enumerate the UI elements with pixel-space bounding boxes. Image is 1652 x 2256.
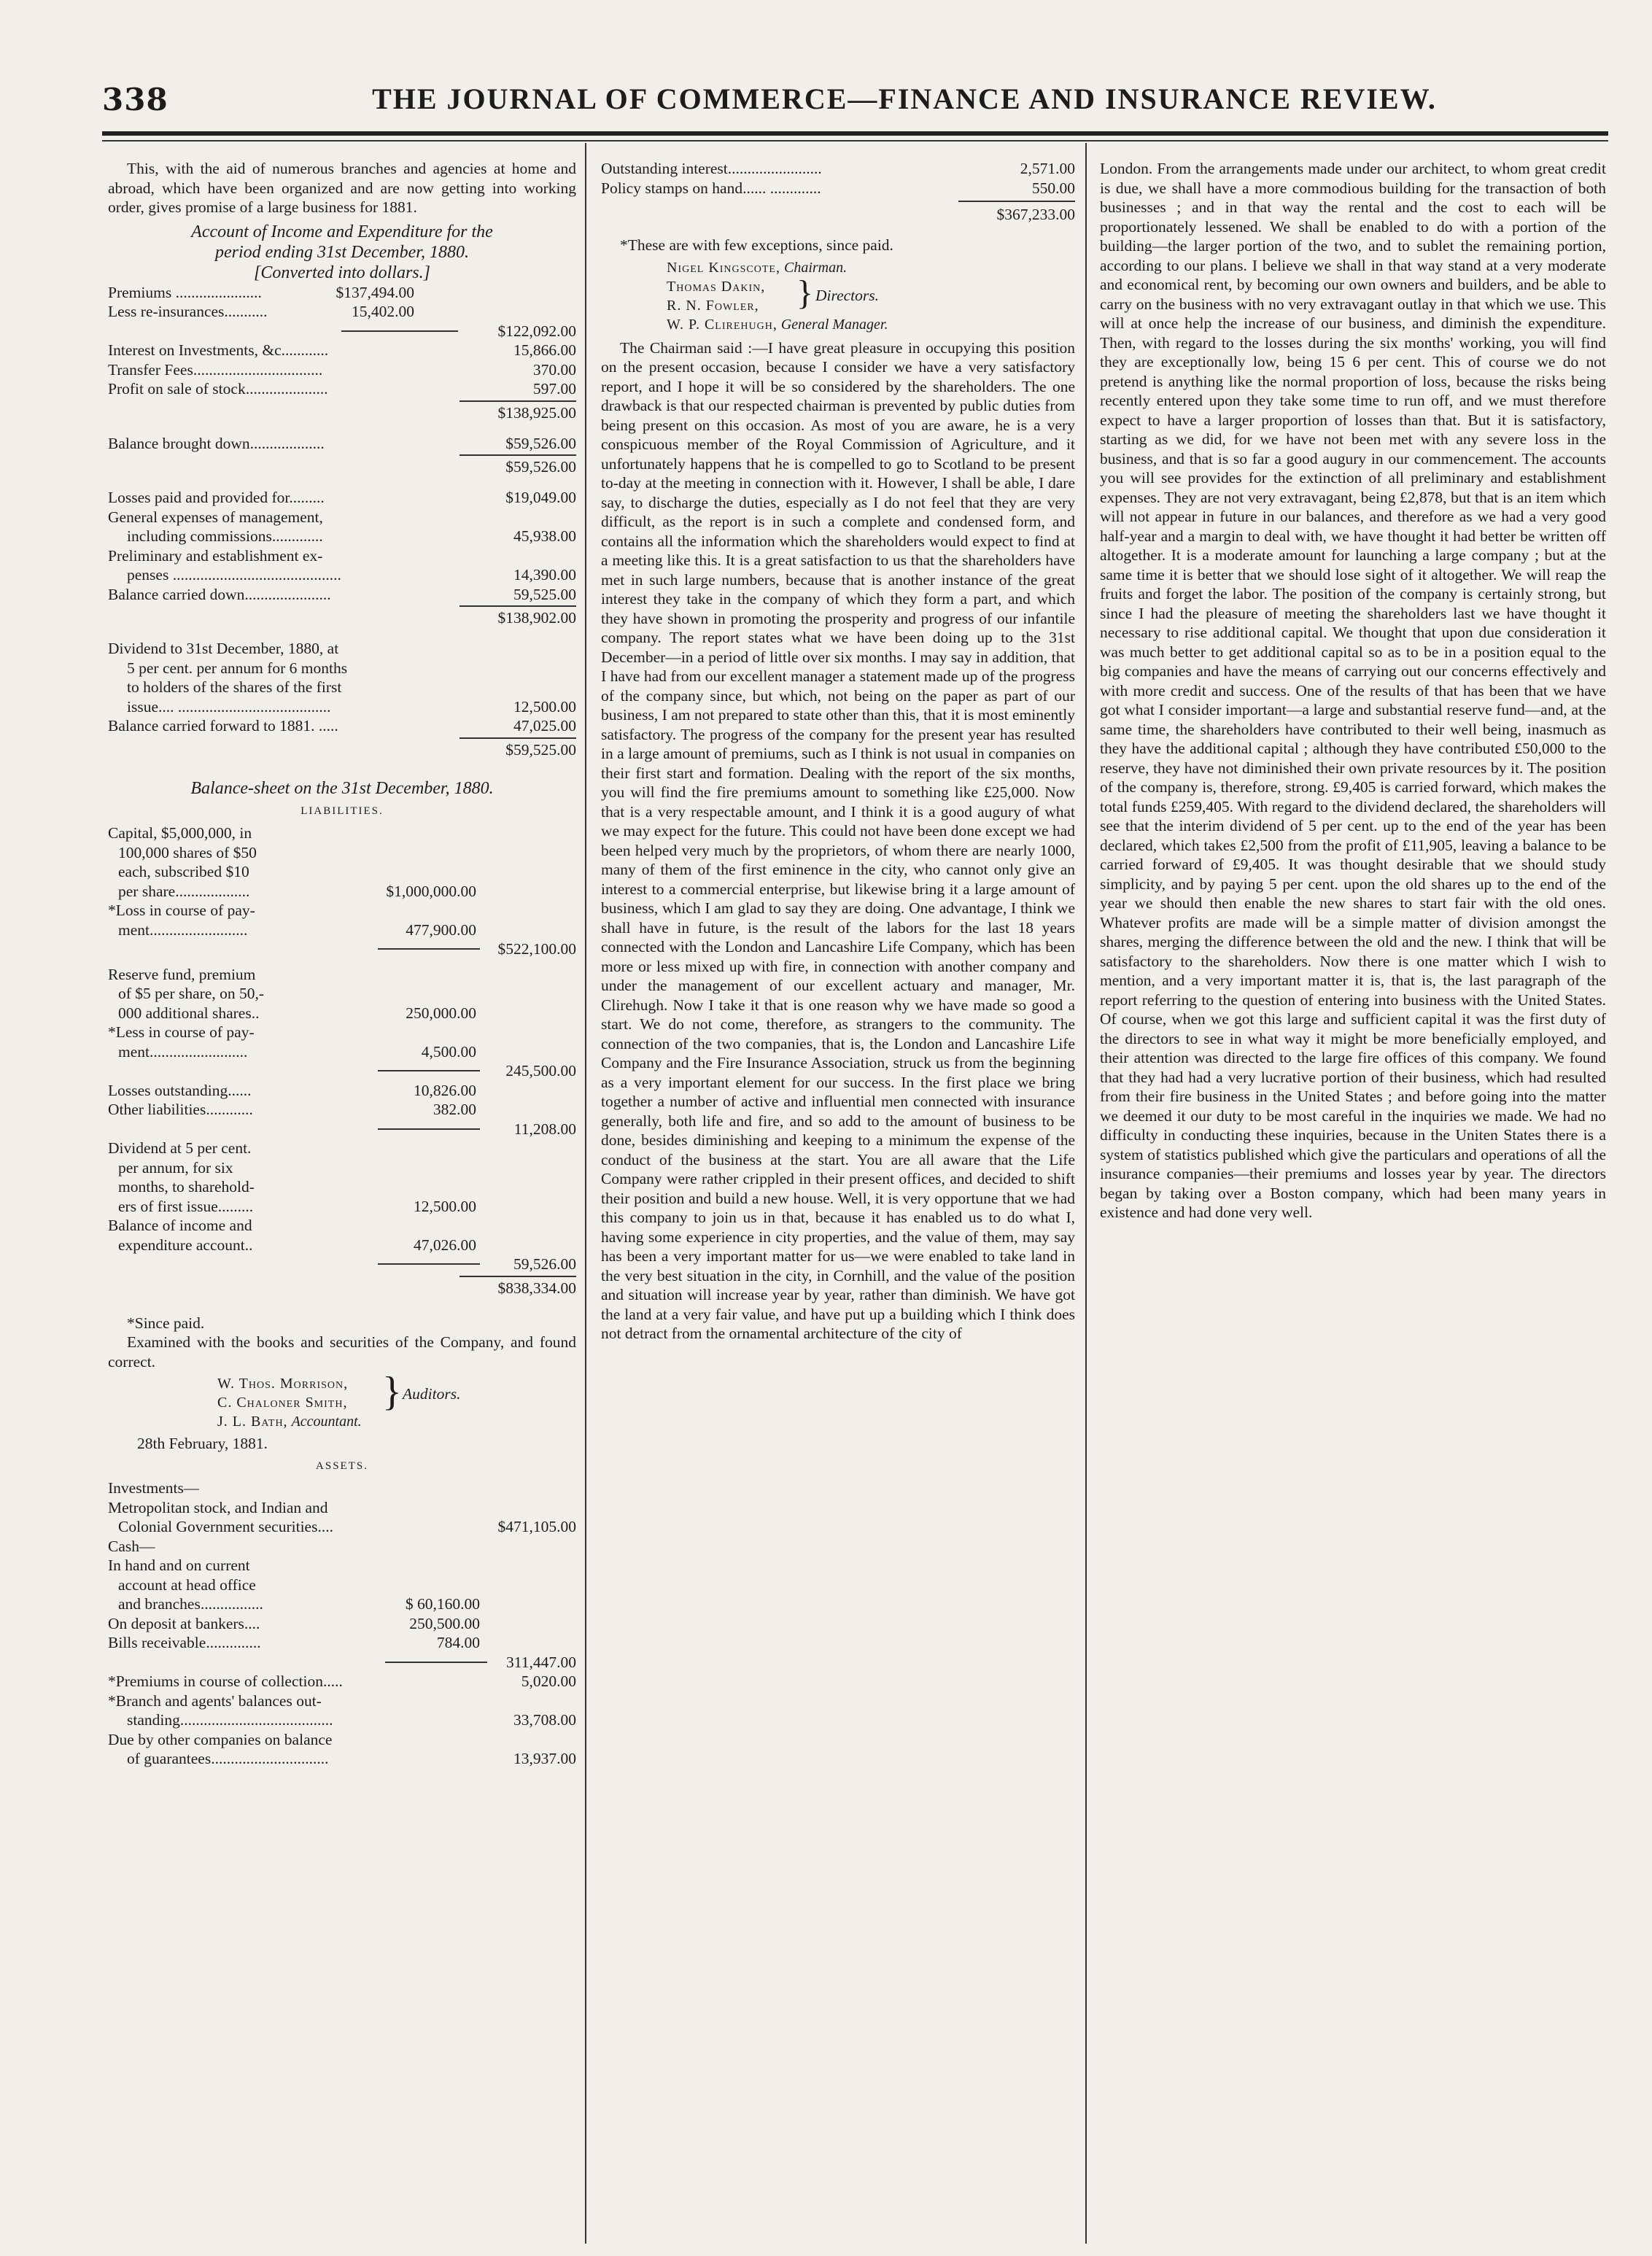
- profit-value: 597.00: [532, 380, 576, 398]
- ledger-row-total-expenditure: [108, 604, 576, 629]
- capital-label-4: per share...................: [118, 882, 250, 900]
- page-number: 338: [102, 82, 168, 117]
- page-header: [102, 82, 1605, 125]
- ledger-row-prelim-1: [108, 546, 576, 566]
- column-3: [1100, 159, 1606, 1222]
- ledger-row-capital-2: [108, 843, 576, 863]
- ledger-row-bills: [108, 1633, 576, 1653]
- less-pay-label-2: ment.........................: [118, 1042, 248, 1061]
- less-pay-label-1: *Less in course of pay-: [108, 1023, 255, 1041]
- sum-rule: [958, 201, 1075, 202]
- header-rule-thin: [102, 140, 1608, 142]
- premiums-label: Premiums ......................: [108, 283, 262, 301]
- reserve-label-2: of $5 per share, on 50,-: [118, 985, 265, 1002]
- general-manager-name: W. P. Clirehugh,: [667, 316, 777, 333]
- branch-label-2: standing.......................................: [127, 1711, 333, 1729]
- auditors-role: Auditors.: [403, 1385, 461, 1403]
- prelim-label-1: Preliminary and establishment ex-: [108, 546, 323, 565]
- loss-pay-value: 477,900.00: [406, 920, 476, 939]
- out-int-label: Outstanding interest........................: [601, 160, 822, 177]
- ledger-row-transfer: [108, 360, 576, 380]
- reinsurance-label: Less re-insurances...........: [108, 303, 268, 320]
- ledger-row-reserve-3: [108, 1004, 576, 1023]
- bal-income-label-1: Balance of income and: [108, 1217, 252, 1234]
- ledger-row-reinsurance: [108, 302, 576, 322]
- accountant-role: Accountant.: [291, 1414, 362, 1430]
- ledger-row-div5-4: [108, 1197, 576, 1217]
- transfer-label: Transfer Fees.................................: [108, 360, 323, 379]
- prelim-value: 14,390.00: [513, 566, 576, 584]
- dividend-label-2: 5 per cent. per annum for 6 months: [127, 659, 348, 677]
- ledger-row-general-exp-1: [108, 508, 576, 527]
- ledger-row-due-2: [108, 1749, 576, 1769]
- hand-value: $ 60,160.00: [405, 1595, 480, 1613]
- branch-value: 33,708.00: [513, 1711, 576, 1729]
- capital-label-2: 100,000 shares of $50: [118, 843, 257, 861]
- capital-label-1: Capital, $5,000,000, in: [108, 824, 252, 842]
- sum-rule: [459, 605, 576, 607]
- reserve-label-1: Reserve fund, premium: [108, 965, 256, 983]
- header-rule-thick: [102, 131, 1608, 136]
- balance-sheet-title: Balance-sheet on the 31st December, 1880.: [190, 778, 494, 798]
- losses-out-label: Losses outstanding......: [108, 1081, 252, 1099]
- sum-rule: [459, 737, 576, 739]
- loss-pay-label-1: *Loss in course of pay-: [108, 902, 255, 919]
- ledger-row-capital-3: [108, 862, 576, 882]
- ledger-row-profit: [108, 379, 576, 399]
- sum-rule: [459, 454, 576, 456]
- reserve-label-3: 000 additional shares..: [118, 1004, 260, 1022]
- ledger-row-capital-1: [108, 823, 576, 843]
- chairman-speech: The Chairman said :—I have great pleasure in occupying this position on the present occasion, because I consider we have a very satisfactory report, and I hope it will be so considered by the shareholders. The one drawback is that our respected chairman is prevented by public duties from being present on this occasion. As most of you are aware, he is a very conspicuous member of the Royal Commission of Agriculture, and it unfortunately happens that he is compelled to go to Scotland to be present to-day at the meeting in connection with it. However, I shall be able, I dare say, to discharge the duties, especially as I do not feel that they are very difficult, as the report is in such a complete and condensed form, and contains all the information which the shareholders would expect to find at a meeting like this. It is a great satisfaction to us that the shareholders have met in such large numbers, because that is another instance of the great interest they take in the company of which they form a part, and which they have shown in promoting the prosperity and progress of our infantile company. The report states what we have been doing up to the 31st December—in a period of little over six months. I may say in addition, that I have had from our excellent manager a statement made up of the progress of the company since, but which, not being on the paper as part of our business, I am not prepared to state other than this, that it is most eminently satisfactory. The progress of the company for the present year has resulted in a large amount of premiums, such as I think is not usual in companies on their first start and formation. Dealing with the report of the six months, you will find the fire premiums amount to something like £25,000. Now that is a very respectable amount, and I think it is a good augury of what we may expect for the future. This could not have been done except we had been helped very much by the proprietors, of whom there are nearly 1000, many of them of the first eminence in the city, who cannot only give an interest to a commercial enterprise, but likewise bring it a large amount of business, which I am glad to say they are doing. One advantage, I think we shall have in future, is the result of the labors for the last 18 years connected with the London and Lancashire Life Company, which has been more or less mixed up with fire, in connection with another company and under the management of our excellent actuary and manager, Mr. Clirehugh. Now I take it that is one reason why we have made so good a start. We do not come, therefore, as strangers to the community. The connection of the two companies, that is, the London and Lancashire Life Company and the Fire Insurance Association, struck us from the beginning as a very important element for our success. In the first place we bring together a number of active and influential men connected with insurance generally, both life and fire, and so add to the amount of business to be done, besides diminishing and keeping to a minimum the expense of the conduct of the business at the start. You are all aware that the Life Company were rather crippled in their present offices, and decided to shift their position and build a new house. Well, it is very opportune that we had this company to join us in that, because it has enabled us to do what I, having some experience in city properties, and the value of them, may say has been a very important matter for us—we were enabled to take land in the very best situation in the city, in Cornhill, and the value of the position and situation will increase year by year, rather than diminish. We have got the land at a very fair value, and have put up a building which I think does not detract from the ornamental architecture of the city of: [601, 338, 1075, 1342]
- general-exp-value: 45,938.00: [513, 527, 576, 545]
- bills-label: Bills receivable..............: [108, 1634, 261, 1651]
- ledger-row-liab-total: [108, 1274, 576, 1299]
- sum-rule: [459, 1276, 576, 1277]
- column-2: [601, 159, 1075, 1344]
- sum-rule: [378, 948, 480, 950]
- deposit-label: On deposit at bankers....: [108, 1614, 260, 1632]
- interest-value: 15,866.00: [513, 341, 576, 359]
- balance-down-label: Balance brought down...................: [108, 434, 325, 452]
- out-int-value: 2,571.00: [1020, 160, 1075, 177]
- other-liab-label: Other liabilities............: [108, 1101, 253, 1118]
- audit-date: 28th February, 1881.: [137, 1435, 268, 1452]
- sum-rule: [378, 1263, 480, 1265]
- ledger-row-div5-1: [108, 1139, 576, 1158]
- ledger-row-balance-forward: [108, 716, 576, 736]
- ledger-row-loss-pay-1: [108, 901, 576, 920]
- liab-total-value: $838,334.00: [497, 1279, 576, 1297]
- ledger-row-bal-income-1: [108, 1216, 576, 1236]
- running-title: THE JOURNAL OF COMMERCE—FINANCE AND INSURANCE REVIEW.: [372, 82, 1437, 115]
- ledger-row-metro-1: [108, 1498, 576, 1518]
- sum-rule: [341, 330, 458, 332]
- div5-label-2: per annum, for six: [118, 1158, 233, 1177]
- liab-net-value: 11,208.00: [513, 1120, 576, 1138]
- examined-note: Examined with the books and securities of the Company, and found correct.: [108, 1333, 576, 1371]
- reserve-net-value: 245,500.00: [505, 1062, 576, 1079]
- sum-rule: [378, 1070, 480, 1071]
- column-divider-1: [585, 143, 586, 2244]
- auditor-2: C. Chaloner Smith,: [217, 1395, 348, 1411]
- ledger-row-reserve-net: [108, 1061, 576, 1081]
- investments-label: Investments—: [108, 1479, 200, 1497]
- ledger-row-loss-pay-2: [108, 920, 576, 940]
- div5-label-3: months, to sharehold-: [118, 1178, 255, 1195]
- reserve-value: 250,000.00: [406, 1004, 476, 1022]
- ledger-row-dividend-total: [108, 736, 576, 761]
- net-premiums-value: $122,092.00: [497, 322, 576, 340]
- prem-coll-label: *Premiums in course of collection.....: [108, 1672, 343, 1690]
- metro-value: $471,105.00: [497, 1518, 576, 1535]
- ledger-row-interest: [108, 341, 576, 360]
- ledger-row-dividend-4: [108, 697, 576, 717]
- loss-pay-label-2: ment.........................: [118, 920, 248, 939]
- ledger-row-net-premiums: [108, 322, 576, 341]
- brace-icon: }: [796, 273, 814, 312]
- ledger-row-deposit: [108, 1614, 576, 1634]
- income-title-line-2: period ending 31st December, 1880.: [215, 242, 469, 262]
- hand-label-2: account at head office: [118, 1575, 256, 1594]
- auditors-signature: [108, 1369, 576, 1434]
- general-exp-label-2: including commissions.............: [127, 527, 323, 545]
- chairman-role: Chairman.: [783, 259, 848, 276]
- deposit-value: 250,500.00: [409, 1614, 480, 1632]
- ledger-row-balance-down-total: [108, 453, 576, 478]
- ledger-row-hand-2: [108, 1575, 576, 1595]
- ledger-row-balance-brought-down: [108, 434, 576, 454]
- ledger-row-div-bal-net: [108, 1255, 576, 1274]
- profit-label: Profit on sale of stock.....................: [108, 380, 328, 398]
- due-label-1: Due by other companies on balance: [108, 1730, 333, 1748]
- metro-label-2: Colonial Government securities....: [118, 1518, 333, 1535]
- ledger-row-due-1: [108, 1730, 576, 1750]
- dividend-value: 12,500.00: [513, 697, 576, 716]
- column-1: [108, 159, 576, 1769]
- auditor-1: W. Thos. Morrison,: [217, 1376, 349, 1392]
- ledger-row-investments: [108, 1478, 576, 1498]
- intro-paragraph: This, with the aid of numerous branches and agencies at home and abroad, which have been organized and are now getting into working order, gives promise of a large business for 1881.: [108, 160, 576, 216]
- prem-coll-value: 5,020.00: [521, 1672, 576, 1690]
- other-liab-value: 382.00: [433, 1101, 476, 1118]
- ledger-row-reserve-2: [108, 984, 576, 1004]
- ledger-row-capital-net: [108, 939, 576, 959]
- capital-value: $1,000,000.00: [386, 882, 476, 900]
- ledger-row-policy-stamps: [601, 179, 1075, 198]
- assets-total-value: $367,233.00: [996, 206, 1075, 223]
- losses-value: $19,049.00: [505, 489, 576, 506]
- branch-label-1: *Branch and agents' balances out-: [108, 1691, 322, 1710]
- ledger-row-outstanding-interest: [601, 159, 1075, 179]
- div5-label-1: Dividend at 5 per cent.: [108, 1139, 252, 1157]
- total-expenditure-value: $138,902.00: [497, 609, 576, 627]
- less-pay-value: 4,500.00: [421, 1042, 476, 1061]
- div-bal-net-value: 59,526.00: [513, 1255, 576, 1273]
- ledger-row-cash-total: [108, 1653, 576, 1672]
- bal-forward-label: Balance carried forward to 1881. .....: [108, 717, 338, 734]
- sum-rule: [378, 1128, 480, 1130]
- ledger-row-branch-2: [108, 1710, 576, 1730]
- ledger-row-dividend-3: [108, 678, 576, 697]
- balance-down-value: $59,526.00: [505, 434, 576, 452]
- sum-rule: [385, 1662, 487, 1663]
- due-label-2: of guarantees..............................: [127, 1750, 329, 1767]
- bal-carried-label: Balance carried down......................: [108, 585, 331, 603]
- dividend-label-1: Dividend to 31st December, 1880, at: [108, 640, 339, 657]
- column-divider-2: [1085, 143, 1087, 2244]
- ledger-row-other-liabilities: [108, 1100, 576, 1120]
- div5-value: 12,500.00: [414, 1197, 476, 1215]
- speech-continued: London. From the arrangements made under our architect, to whom great credit is due, we shall have a more commodious building for the transaction of both businesses ; and in that way the rental and the cost to each will be proportionately lessened. We shall be enabled to do with a portion of the building—the larger portion of the two, and to sublet the remaining portion, according to our plans. I believe we shall in that way stand at a very moderate and economical rent, by becoming our own owners and builders, and be able to carry on the business with no very extravagant outlay in that which we use. This will at once help the increase of our business, and diminish the expenditure. Then, with regard to the losses during the six months' working, you will find they are exceptionally low, being 15 6 per cent. This of course we do not pretend is anything like the normal proportion of loss, because the risks being recently entered upon they take some time to run off, and we must therefore expect to have a larger proportion of losses than that. But it is satisfactory, starting as we did, for we have not been met with any severe loss in the business, and that is so far a good augury in our commencement. The accounts you will see provides for the extinction of all preliminary and establishment expenses. They are not very extravagant, being £2,878, but that is an item which will not appear in future in our balances, and therefore as we had a very good half-year and a margin to deal with, we have thought it had better be written off altogether. It is a moderate amount for launching a large company ; but at the same time it is better that we should lose sight of it altogether. We will reap the fruits and forget the labor. The position of the company is certainly strong, but since I had the pleasure of meeting the shareholders last we have thought it necessary to rise additional capital. We thought that upon due consideration it was much better to get additional capital so as to be in a position equal to the big companies and have the means of carrying out our concerns effectively and with more credit and success. One of the results of that has been that we have got what I consider important—a large and substantial reserve fund—and, at the same time, the shareholders have contributed to their well being, inasmuch as they have the additional capital ; although they have contributed £50,000 to the reserve, they have not diminished their own private resources by it. The position of the company is, therefore, strong. £9,405 is carried forward, which makes the total funds £259,405. With regard to the dividend declared, the shareholders will see that the interim dividend of 5 per cent. up to the end of the year has been declared, which takes £2,500 from the profit of £11,905, leaving a balance to be carried forward of £9,405. It was thought desirable that we should study simplicity, and by paying 5 per cent. upon the old shares up to the end of the year we should then enable the new shares to start fair with the old ones. Whatever profits are made will be a simple matter of division amongst the shares, merging the difference between the old and the new. I think that will be satisfactory to the shareholders. Now there is one matter which I wish to mention, and a very important matter it is, that is, the last paragraph of the report referring to the question of entering into business with the United States. Of course, when we got this large and sufficient capital it was the first duty of the directors to see in what way it might be more beneficially employed, and their attention was directed to the large fire offices of this company. We found that they had had a very lucrative portion of their business, which had resulted from their fire business in the United States ; and before going into the matter we deemed it our duty to be most careful in the inquiries we made. We had no difficulty in conducting these inquiries, because in the Uniten States there is a system of statistics published which give the particulars and operations of all the insurance companies—their premiums and losses year by year. The directors began by taking over a Boston company, which had been many years in existence and had done very well.: [1100, 160, 1606, 1221]
- ledger-row-dividend-1: [108, 639, 576, 659]
- div5-label-4: ers of first issue.........: [118, 1197, 254, 1215]
- reinsurance-value: 15,402.00: [352, 303, 414, 320]
- cash-label: Cash—: [108, 1537, 155, 1555]
- bal-income-label-2: expenditure account..: [118, 1236, 253, 1254]
- bal-carried-value: 59,525.00: [513, 585, 576, 603]
- losses-out-value: 10,826.00: [414, 1081, 476, 1099]
- capital-net-value: $522,100.00: [497, 940, 576, 958]
- ledger-row-capital-4: [108, 882, 576, 902]
- ledger-row-dividend-2: [108, 659, 576, 678]
- losses-label: Losses paid and provided for.........: [108, 489, 325, 506]
- dividend-total-value: $59,525.00: [505, 740, 576, 759]
- since-paid-note: *Since paid.: [127, 1314, 205, 1332]
- due-value: 13,937.00: [513, 1750, 576, 1767]
- interest-label: Interest on Investments, &c............: [108, 341, 329, 359]
- brace-icon: }: [382, 1369, 402, 1414]
- director-2: Thomas Dakin,: [667, 278, 766, 295]
- policy-value: 550.00: [1031, 179, 1075, 197]
- balance-down-total: $59,526.00: [505, 458, 576, 476]
- income-account-title: [108, 222, 576, 283]
- bills-value: 784.00: [436, 1634, 480, 1651]
- ledger-row-balance-carried-down: [108, 585, 576, 605]
- general-exp-label-1: General expenses of management,: [108, 508, 323, 526]
- ledger-row-cash: [108, 1537, 576, 1557]
- accountant-name: J. L. Bath,: [217, 1414, 288, 1430]
- hand-label-3: and branches................: [118, 1595, 263, 1613]
- director-3: R. N. Fowler,: [667, 297, 759, 314]
- ledger-row-div5-3: [108, 1177, 576, 1197]
- ledger-row-reserve-1: [108, 965, 576, 985]
- ledger-row-less-pay-1: [108, 1023, 576, 1042]
- ledger-row-total-income: [108, 399, 576, 424]
- ledger-row-assets-total: [601, 198, 1075, 225]
- ledger-row-prelim-2: [108, 565, 576, 585]
- ledger-row-general-exp-2: [108, 527, 576, 546]
- ledger-row-less-pay-2: [108, 1042, 576, 1062]
- ledger-row-prem-collection: [108, 1672, 576, 1691]
- ledger-row-losses: [108, 488, 576, 508]
- cash-total-value: 311,447.00: [506, 1653, 576, 1671]
- ledger-row-losses-outstanding: [108, 1081, 576, 1101]
- bal-forward-value: 47,025.00: [513, 717, 576, 734]
- directors-role: Directors.: [815, 286, 879, 304]
- ledger-row-div5-2: [108, 1158, 576, 1178]
- exceptions-note: *These are with few exceptions, since paid.: [620, 236, 893, 254]
- directors-signature: [601, 258, 1075, 338]
- income-title-line-3: [Converted into dollars.]: [253, 263, 430, 282]
- capital-label-3: each, subscribed $10: [118, 863, 249, 880]
- ledger-row-hand-1: [108, 1556, 576, 1575]
- director-1: Nigel Kingscote,: [667, 259, 780, 276]
- general-manager-role: General Manager.: [780, 316, 888, 333]
- premiums-value: $137,494.00: [336, 283, 414, 301]
- dividend-label-3: to holders of the shares of the first: [127, 678, 342, 696]
- total-income-value: $138,925.00: [497, 403, 576, 422]
- income-title-line-1: Account of Income and Expenditure for the: [191, 222, 493, 241]
- ledger-row-liab-net: [108, 1120, 576, 1139]
- transfer-value: 370.00: [532, 360, 576, 379]
- metro-label-1: Metropolitan stock, and Indian and: [108, 1498, 328, 1516]
- policy-label: Policy stamps on hand...... .............: [601, 179, 821, 197]
- sum-rule: [459, 400, 576, 402]
- ledger-row-metro-2: [108, 1517, 576, 1537]
- dividend-label-4: issue.... .......................................: [127, 697, 331, 716]
- ledger-row-hand-3: [108, 1594, 576, 1614]
- hand-label-1: In hand and on current: [108, 1557, 250, 1574]
- assets-heading: ASSETS.: [316, 1460, 368, 1472]
- prelim-label-2: penses ...........................................: [127, 566, 341, 584]
- ledger-row-branch-1: [108, 1691, 576, 1711]
- liabilities-heading: LIABILITIES.: [300, 805, 384, 817]
- bal-income-value: 47,026.00: [414, 1236, 476, 1254]
- ledger-row-bal-income-2: [108, 1236, 576, 1255]
- ledger-row-premiums: [108, 283, 576, 303]
